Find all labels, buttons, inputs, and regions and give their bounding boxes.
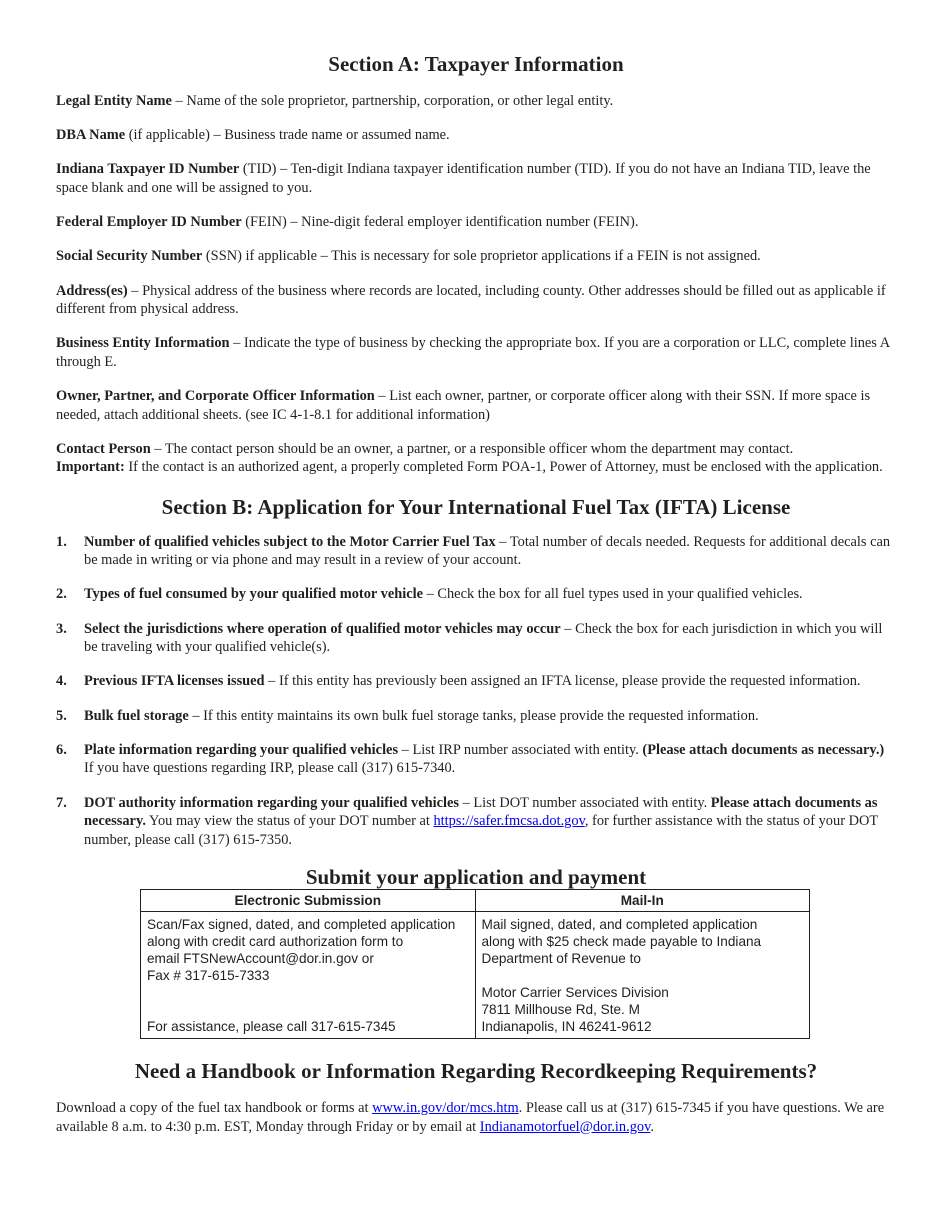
tid-para [56,160,896,197]
desc: – The contact person should be an owner, a partner, or a responsible officer whom the department may contact. [150,440,794,457]
desc: – If this entity maintains its own bulk fuel storage tanks, please provide the requested information. [188,707,759,724]
assistance-line: For assistance, please call 317-615-7345 [147,1018,396,1034]
list-item [56,533,896,570]
item-number: 5. [56,707,67,724]
handbook-para [56,1099,896,1136]
desc: – Check the box for each jurisdiction in which you will be traveling with your qualified vehicle(s). [84,620,883,656]
term: DBA Name [56,127,126,144]
list-item [56,741,896,778]
term: Previous IFTA licenses issued [84,673,265,690]
cell-line: along with credit card authorization form to [147,933,404,949]
electronic-cell [141,911,476,1038]
term: Legal Entity Name [56,93,172,109]
mcs-website-link[interactable]: www.in.gov/dor/mcs.htm [372,1099,519,1116]
ssn-para [56,247,896,266]
section-a-title: Section A: Taxpayer Information [328,52,624,76]
term: Bulk fuel storage [84,707,189,724]
contact-person-para [56,440,896,477]
address-line: 7811 Millhouse Rd, Ste. M [481,1001,640,1017]
section-b-title: Section B: Application for Your International Fuel Tax (IFTA) License [161,494,791,519]
item-number: 7. [56,794,67,811]
list-item [56,672,896,691]
fein-para [56,213,896,232]
cell-line: Mail signed, dated, and completed application [481,916,758,932]
address-line: Motor Carrier Services Division [481,984,669,1000]
desc: You may view the status of your DOT number at [145,813,434,830]
desc: (TID) – Ten-digit Indiana taxpayer identification number (TID). If you do not have an Indiana TID, leave the space blank and one will be assigned to you. [56,161,871,196]
desc: – Physical address of the business where records are located, including county. Other addresses should be filled out as applicable if different from physical address. [56,282,886,318]
dba-name-para [56,126,896,145]
submission-table [140,889,810,1039]
term: Address(es) [56,282,128,299]
term: Owner, Partner, and Corporate Officer Information [56,388,375,405]
mail-header: Mail-In [475,889,810,911]
term: Select the jurisdictions where operation of qualified motor vehicles may occur [84,620,561,637]
dot-status-link[interactable]: https://safer.fmcsa.dot.gov [433,813,585,830]
term: Plate information regarding your qualified vehicles [84,741,399,758]
submit-title: Submit your application and payment [305,864,647,889]
term: Federal Employer ID Number [56,214,242,231]
list-item [56,707,896,726]
list-item [56,620,896,657]
term: DOT authority information regarding your qualified vehicles [84,794,459,811]
section-b-list [56,533,896,850]
desc: (if applicable) – Business trade name or assumed name. [125,127,450,144]
term: Contact Person [56,440,151,457]
desc: (FEIN) – Nine-digit federal employer identification number (FEIN). [241,214,639,231]
important-label: Important: [56,459,125,476]
term: Social Security Number [56,248,203,265]
legal-entity-name-para [56,92,896,111]
term: Indiana Taxpayer ID Number [56,161,240,178]
term: Types of fuel consumed by your qualified motor vehicle [84,586,423,603]
desc: – Name of the sole proprietor, partnership, corporation, or other legal entity. [171,93,614,109]
desc: – If this entity has previously been assigned an IFTA license, please provide the requested information. [264,673,861,690]
desc: – Indicate the type of business by checking the appropriate box. If you are a corporation or LLC, complete lines A through E. [56,335,890,370]
desc: – Total number of decals needed. Requests for additional decals can be made in writing or via phone and may result in a review of your account. [84,533,891,569]
list-item [56,794,896,850]
desc: . Please call us at (317) 615-7345 if you have questions. We are available 8 a.m. to 4:30 p.m. EST, Monday through Friday or by email at [56,1099,885,1135]
desc: . [650,1118,654,1135]
item-number: 2. [56,586,67,603]
cell-line: Fax # 317-615-7333 [147,967,270,983]
item-number: 1. [56,533,67,550]
cell-line: Scan/Fax signed, dated, and completed application [147,916,456,932]
electronic-header: Electronic Submission [141,889,476,911]
term: Number of qualified vehicles subject to the Motor Carrier Fuel Tax [84,533,496,550]
term: Business Entity Information [56,335,230,352]
desc: Download a copy of the fuel tax handbook or forms at [56,1099,373,1116]
business-entity-para [56,334,896,371]
address-line: Indianapolis, IN 46241-9612 [481,1018,652,1034]
list-item [56,585,896,604]
desc: – List each owner, partner, or corporate officer along with their SSN. If more space is needed, attach additional sheets. (see IC 4-1-8.1 for additional information) [56,388,871,423]
addresses-para [56,282,896,319]
desc: If you have questions regarding IRP, please call (317) 615-7340. [84,760,456,777]
desc: – List IRP number associated with entity. [398,741,643,758]
desc: – Check the box for all fuel types used in your qualified vehicles. [423,586,803,603]
desc: – List DOT number associated with entity. [458,794,711,811]
attach-note: Please attach documents as necessary. [84,794,878,830]
cell-line: Department of Revenue to [481,950,641,966]
cell-line: along with $25 check made payable to Indiana [481,933,762,949]
desc: , for further assistance with the status of your DOT number, please call (317) 615-7350. [84,813,878,848]
item-number: 6. [56,741,67,758]
mail-cell [475,911,810,1038]
attach-note: (Please attach documents as necessary.) [642,741,885,758]
handbook-title: Need a Handbook or Information Regarding Recordkeeping Requirements? [134,1058,818,1083]
desc: If the contact is an authorized agent, a properly completed Form POA-1, Power of Attorney, must be enclosed with the application. [124,459,883,476]
item-number: 3. [56,620,67,637]
owner-partner-para [56,387,896,424]
cell-line: email FTSNewAccount@dor.in.gov or [147,950,374,966]
email-link[interactable]: Indianamotorfuel@dor.in.gov [479,1118,651,1135]
desc: (SSN) if applicable – This is necessary for sole proprietor applications if a FEIN is not assigned. [202,248,761,265]
item-number: 4. [56,673,67,690]
document-page [56,50,896,1152]
